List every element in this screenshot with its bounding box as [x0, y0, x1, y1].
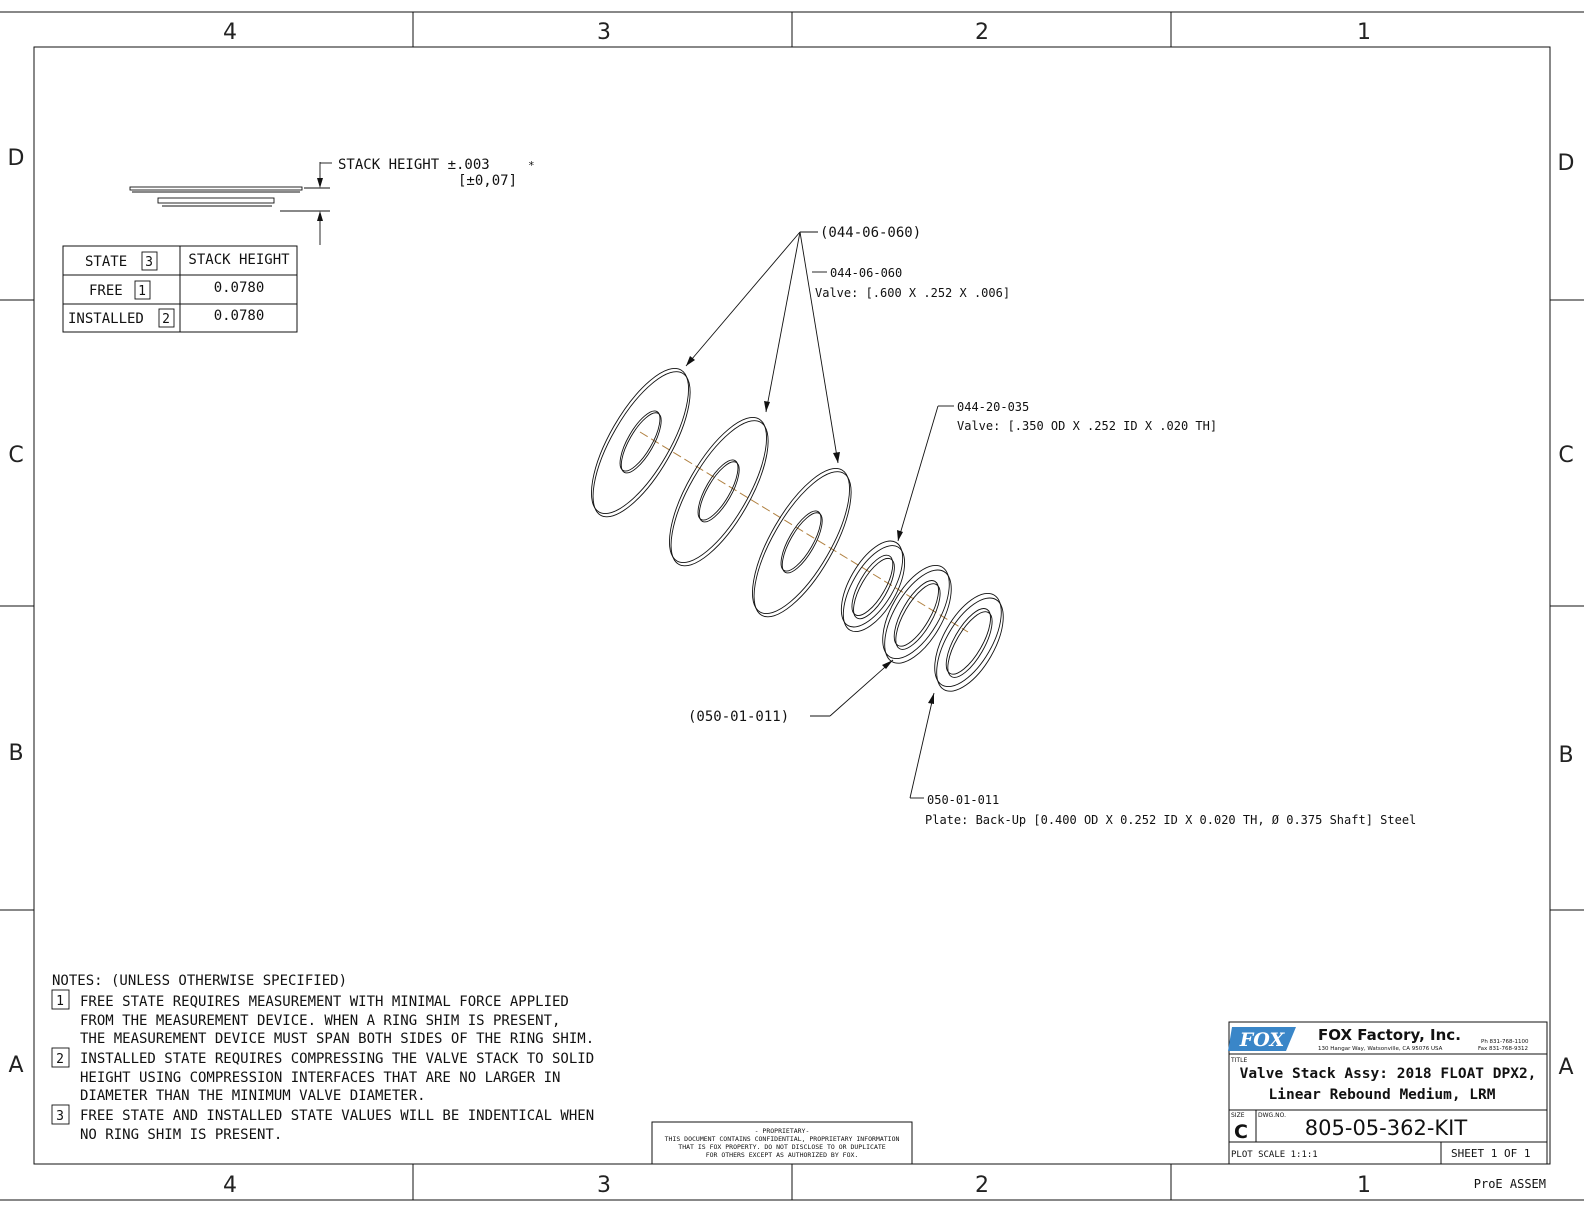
callout-050-01-011-desc: Plate: Back-Up [0.400 OD X 0.252 ID X 0.020 TH, Ø 0.375 Shaft] Steel — [925, 813, 1417, 827]
stack-height-label: STACK HEIGHT ±.003 — [338, 157, 490, 173]
note-1-line-2: FROM THE MEASUREMENT DEVICE. WHEN A RING SHIM IS PRESENT, — [80, 1013, 561, 1029]
state-row-free-height: 0.0780 — [213, 280, 265, 296]
state-row-free-label: FREE — [89, 283, 123, 299]
state-table-header-box: 3 — [145, 255, 153, 270]
zone-col-top-4: 4 — [223, 20, 237, 45]
note-3-box: 3 — [56, 1109, 64, 1124]
dwg-no-label: DWG.NO. — [1258, 1112, 1286, 1119]
zone-col-top-2: 2 — [975, 20, 989, 45]
state-table-header-state: STATE — [85, 254, 128, 270]
zone-row-right-a: A — [1558, 1055, 1574, 1080]
zone-col-bottom-2: 2 — [975, 1173, 989, 1198]
drawing-number: 805-05-362-KIT — [1304, 1116, 1468, 1140]
callout-group-050-01-011: (050-01-011) — [688, 709, 790, 725]
note-1-box: 1 — [56, 994, 64, 1009]
state-row-free-box: 1 — [138, 284, 146, 299]
note-2-line-3: DIAMETER THAN THE MINIMUM VALVE DIAMETER. — [80, 1088, 426, 1104]
fox-logo-text: FOX — [1239, 1029, 1285, 1051]
zone-row-right-d: D — [1557, 151, 1575, 176]
zone-row-right-c: C — [1558, 443, 1574, 468]
title-block — [1228, 1022, 1547, 1191]
drawing-title-line-1: Valve Stack Assy: 2018 FLOAT DPX2, — [1239, 1066, 1537, 1082]
note-2-line-2: HEIGHT USING COMPRESSION INTERFACES THAT ARE NO LARGER IN — [80, 1070, 561, 1086]
state-row-installed-box: 2 — [162, 312, 170, 327]
zone-col-bottom-1: 1 — [1357, 1173, 1371, 1198]
state-row-installed-label: INSTALLED — [68, 311, 144, 327]
drawing-title-line-2: Linear Rebound Medium, LRM — [1268, 1087, 1496, 1103]
sheet-count: SHEET 1 OF 1 — [1451, 1147, 1531, 1160]
zone-row-left-b: B — [8, 741, 24, 766]
proprietary-block — [652, 1122, 912, 1164]
callout-044-20-035-number: 044-20-035 — [957, 400, 1030, 414]
proprietary-line-3: THAT IS FOX PROPERTY. DO NOT DISCLOSE TO OR DUPLICATE — [678, 1143, 886, 1151]
plot-scale: PLOT SCALE 1:1:1 — [1231, 1150, 1318, 1160]
note-2-line-1: INSTALLED STATE REQUIRES COMPRESSING THE VALVE STACK TO SOLID — [80, 1051, 595, 1067]
notes-header: NOTES: (UNLESS OTHERWISE SPECIFIED) — [52, 973, 348, 989]
note-3-line-2: NO RING SHIM IS PRESENT. — [80, 1127, 283, 1143]
valve-044-06-060-a — [572, 355, 710, 530]
state-row-installed-height: 0.0780 — [213, 308, 265, 324]
note-3-line-1: FREE STATE AND INSTALLED STATE VALUES WILL BE INDENTICAL WHEN — [80, 1108, 595, 1124]
stack-height-asterisk: * — [528, 159, 535, 172]
callout-044-06-060-desc: Valve: [.600 X .252 X .006] — [815, 286, 1011, 300]
callout-050-01-011-number: 050-01-011 — [927, 793, 1000, 807]
proprietary-line-1: - PROPRIETARY- — [754, 1127, 810, 1135]
company-name: FOX Factory, Inc. — [1318, 1026, 1461, 1044]
zone-row-left-c: C — [8, 443, 24, 468]
fox-logo — [1228, 1027, 1296, 1051]
valve-044-06-060-b — [650, 404, 788, 579]
proe-assem-label: ProE ASSEM — [1473, 1177, 1546, 1191]
sheet-size: C — [1234, 1121, 1248, 1143]
callout-044-20-035-desc: Valve: [.350 OD X .252 ID X .020 TH] — [957, 419, 1218, 433]
callout-group-044-06-060: (044-06-060) — [820, 225, 922, 241]
zone-row-left-d: D — [7, 146, 25, 171]
stack-height-metric: [±0,07] — [458, 173, 518, 189]
plate-050-01-011-b — [920, 583, 1019, 702]
zone-col-top-1: 1 — [1357, 20, 1371, 45]
company-address: 130 Hangar Way, Watsonville, CA 95076 USA — [1318, 1046, 1443, 1052]
callout-044-06-060-number: 044-06-060 — [830, 266, 903, 280]
zone-row-left-a: A — [8, 1053, 24, 1078]
zone-row-right-b: B — [1558, 743, 1574, 768]
notes-block — [52, 973, 594, 1143]
exploded-view — [572, 355, 1018, 702]
note-1-line-1: FREE STATE REQUIRES MEASUREMENT WITH MINIMAL FORCE APPLIED — [80, 994, 569, 1010]
size-label: SIZE — [1231, 1112, 1245, 1119]
company-fax: Fax 831-768-9312 — [1478, 1046, 1528, 1052]
valve-044-06-060-c — [733, 455, 871, 630]
state-table-header-stack-height: STACK HEIGHT — [188, 252, 290, 268]
stack-side-view — [130, 162, 332, 245]
company-phone: Ph 831-768-1100 — [1481, 1039, 1529, 1045]
proprietary-line-2: THIS DOCUMENT CONTAINS CONFIDENTIAL, PROPRIETARY INFORMATION — [664, 1135, 900, 1143]
zone-col-top-3: 3 — [597, 20, 611, 45]
zone-col-bottom-4: 4 — [223, 1173, 237, 1198]
zone-col-bottom-3: 3 — [597, 1173, 611, 1198]
center-axis-line — [640, 432, 968, 632]
proprietary-line-4: FOR OTHERS EXCEPT AS AUTHORIZED BY FOX. — [705, 1151, 859, 1159]
title-label: TITLE — [1231, 1057, 1248, 1064]
note-1-line-3: THE MEASUREMENT DEVICE MUST SPAN BOTH SIDES OF THE RING SHIM. — [80, 1031, 595, 1047]
note-2-box: 2 — [56, 1052, 64, 1067]
